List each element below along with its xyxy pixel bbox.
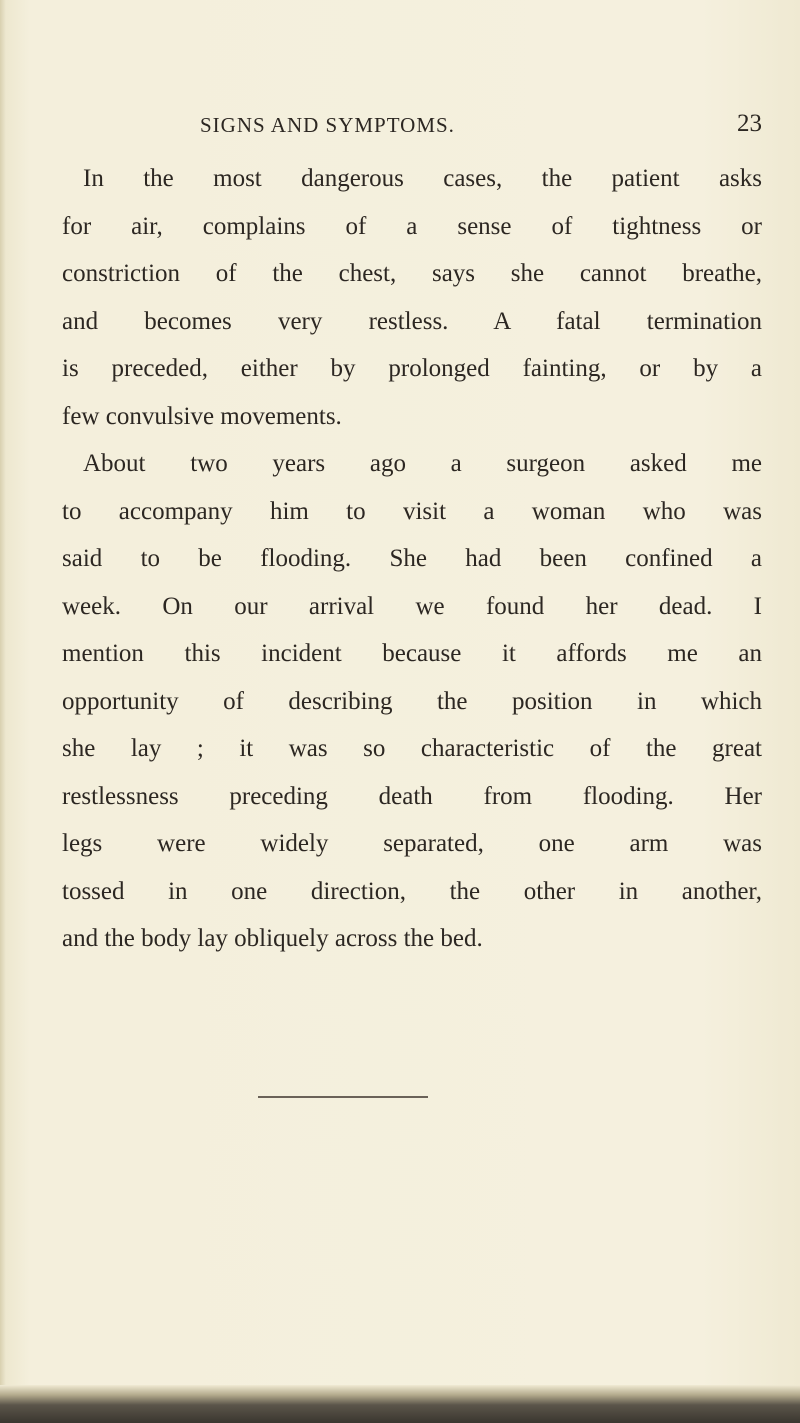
text-line: said to be flooding. She had been confined a <box>62 545 762 572</box>
body-text <box>62 155 762 963</box>
page-bottom-edge <box>0 1385 800 1423</box>
page-gutter <box>0 0 6 1423</box>
text-line: is preceded, either by prolonged fainting, or by a <box>62 355 762 382</box>
text-line: few convulsive movements. <box>62 402 342 430</box>
text-line: and becomes very restless. A fatal termination <box>62 307 762 335</box>
text-line: week. On our arrival we found her dead. I <box>62 592 762 620</box>
text-line: constriction of the chest, says she cannot breathe, <box>62 260 762 287</box>
text-line: for air, complains of a sense of tightness or <box>62 212 762 240</box>
page-number: 23 <box>737 110 762 137</box>
text-line: and the body lay obliquely across the bed. <box>62 925 483 952</box>
text-line: mention this incident because it affords me an <box>62 640 762 667</box>
text-line: In the most dangerous cases, the patient asks <box>83 165 762 192</box>
text-line: opportunity of describing the position in which <box>62 687 762 715</box>
section-divider <box>258 1096 428 1098</box>
text-line: restlessness preceding death from flooding. Her <box>62 782 762 810</box>
text-line: legs were widely separated, one arm was <box>62 830 762 857</box>
running-head <box>60 110 762 143</box>
running-title: SIGNS AND SYMPTOMS. <box>200 113 455 137</box>
text-line: About two years ago a surgeon asked me <box>83 450 762 477</box>
text-line: she lay ; it was so characteristic of the great <box>62 735 762 762</box>
text-line: tossed in one direction, the other in another, <box>62 877 762 905</box>
text-line: to accompany him to visit a woman who was <box>62 497 762 525</box>
